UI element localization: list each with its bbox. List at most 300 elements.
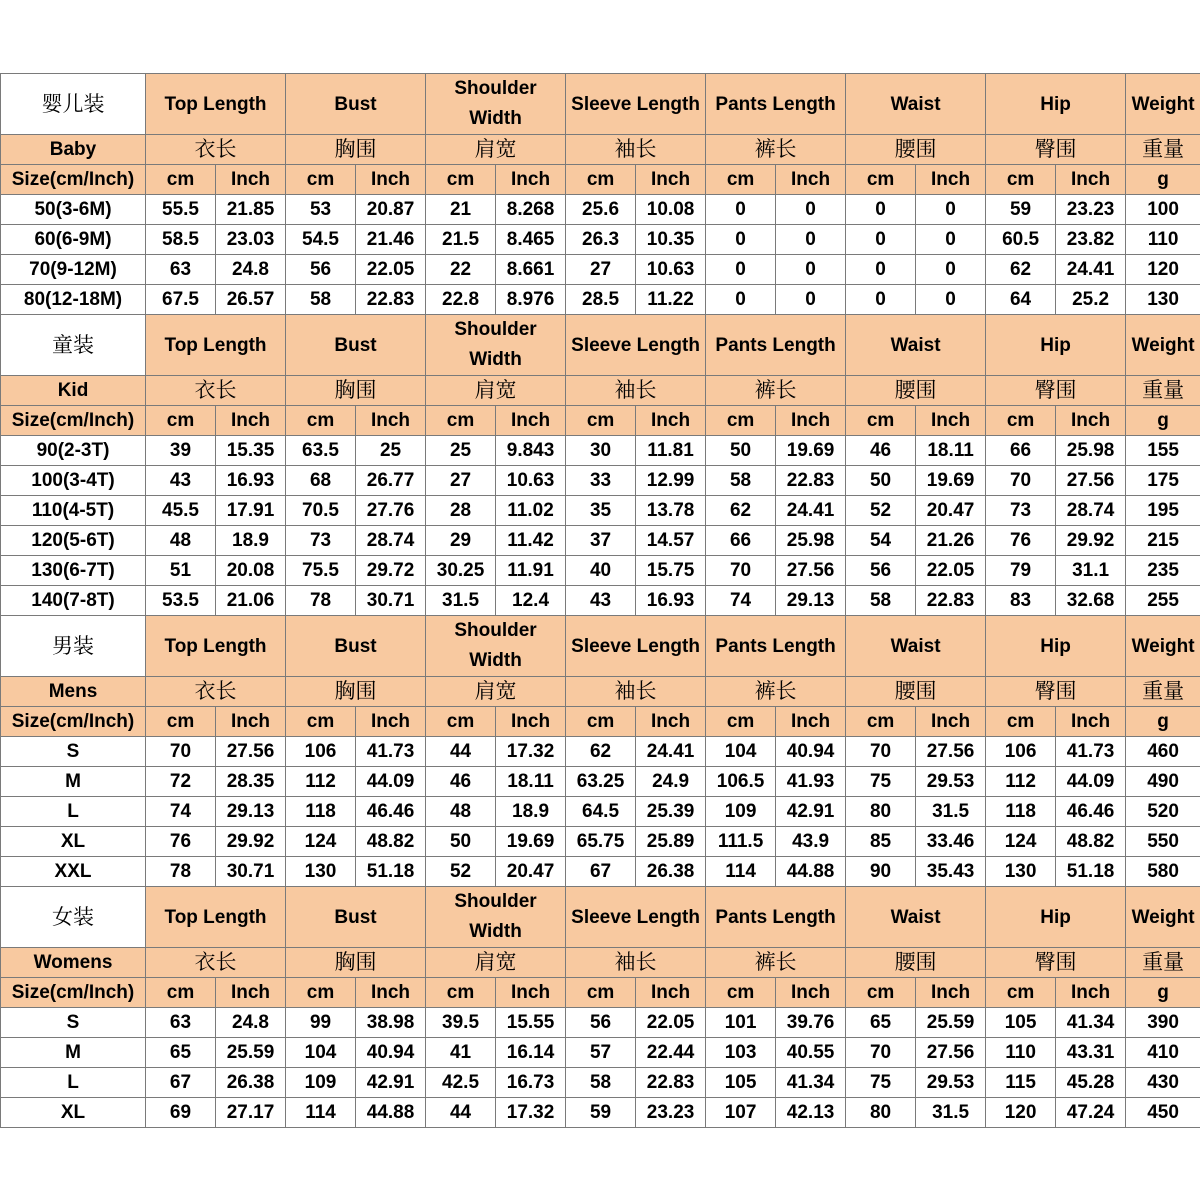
value-cell: 111.5 (706, 827, 776, 857)
value-cell: 56 (286, 255, 356, 285)
value-cell: 18.9 (496, 797, 566, 827)
value-cell: 41.73 (1056, 737, 1126, 767)
unit-row (1, 707, 1200, 737)
value-cell: 48 (426, 797, 496, 827)
size-unit-label: Size(cm/Inch) (1, 406, 146, 436)
value-cell: 11.22 (636, 285, 706, 315)
value-cell: 25.39 (636, 797, 706, 827)
unit-inch: Inch (776, 978, 846, 1008)
value-cell: 21.5 (426, 225, 496, 255)
unit-cm: cm (986, 406, 1056, 436)
value-cell: 33 (566, 466, 636, 496)
value-cell: 25 (356, 436, 426, 466)
value-cell: 31.5 (426, 586, 496, 616)
value-cell: 16.93 (636, 586, 706, 616)
value-cell: 30.71 (216, 857, 286, 887)
column-header-weight: Weight (1126, 315, 1200, 376)
unit-inch: Inch (916, 406, 986, 436)
unit-cm: cm (566, 707, 636, 737)
column-header-cn-sleeve-length: 袖长 (566, 135, 706, 165)
value-cell: 21.46 (356, 225, 426, 255)
value-cell: 39.76 (776, 1008, 846, 1038)
value-cell: 66 (986, 436, 1056, 466)
value-cell: 74 (706, 586, 776, 616)
column-header-shoulder-width: Shoulder Width (426, 74, 566, 135)
column-header-waist: Waist (846, 887, 986, 948)
value-cell: 70 (986, 466, 1056, 496)
value-cell: 46.46 (356, 797, 426, 827)
value-cell: 16.93 (216, 466, 286, 496)
unit-cm: cm (706, 707, 776, 737)
unit-cm: cm (146, 707, 216, 737)
size-label-cell: 120(5-6T) (1, 526, 146, 556)
value-cell: 26.57 (216, 285, 286, 315)
value-cell: 9.843 (496, 436, 566, 466)
column-header-hip: Hip (986, 616, 1126, 677)
column-header-cn-bust: 胸围 (286, 948, 426, 978)
value-cell: 52 (426, 857, 496, 887)
column-header-cn-shoulder-width: 肩宽 (426, 376, 566, 406)
value-cell: 58 (286, 285, 356, 315)
section-label: Mens (1, 677, 146, 707)
value-cell: 24.41 (1056, 255, 1126, 285)
value-cell: 18.11 (496, 767, 566, 797)
size-label-cell: S (1, 737, 146, 767)
column-header-waist: Waist (846, 315, 986, 376)
value-cell: 235 (1126, 556, 1200, 586)
unit-inch: Inch (496, 978, 566, 1008)
column-header-cn-weight: 重量 (1126, 135, 1200, 165)
value-cell: 22.05 (916, 556, 986, 586)
column-header-cn-pants-length: 裤长 (706, 948, 846, 978)
value-cell: 65.75 (566, 827, 636, 857)
unit-row (1, 978, 1200, 1008)
column-header-top-length: Top Length (146, 74, 286, 135)
value-cell: 100 (1126, 195, 1200, 225)
unit-cm: cm (146, 165, 216, 195)
value-cell: 24.9 (636, 767, 706, 797)
value-cell: 78 (286, 586, 356, 616)
unit-inch: Inch (216, 165, 286, 195)
size-label-cell: XXL (1, 857, 146, 887)
value-cell: 17.32 (496, 737, 566, 767)
value-cell: 40.94 (776, 737, 846, 767)
value-cell: 22.44 (636, 1038, 706, 1068)
value-cell: 16.14 (496, 1038, 566, 1068)
unit-inch: Inch (356, 707, 426, 737)
value-cell: 31.1 (1056, 556, 1126, 586)
section-label: Womens (1, 948, 146, 978)
value-cell: 0 (916, 255, 986, 285)
value-cell: 110 (1126, 225, 1200, 255)
column-header-waist: Waist (846, 74, 986, 135)
value-cell: 124 (986, 827, 1056, 857)
value-cell: 21 (426, 195, 496, 225)
unit-cm: cm (986, 978, 1056, 1008)
column-header-bust: Bust (286, 616, 426, 677)
value-cell: 64.5 (566, 797, 636, 827)
value-cell: 0 (846, 195, 916, 225)
table-row (1, 255, 1200, 285)
value-cell: 44.88 (356, 1098, 426, 1128)
value-cell: 43.31 (1056, 1038, 1126, 1068)
value-cell: 17.91 (216, 496, 286, 526)
column-header-weight: Weight (1126, 887, 1200, 948)
value-cell: 13.78 (636, 496, 706, 526)
column-header-sleeve-length: Sleeve Length (566, 887, 706, 948)
unit-cm: cm (846, 707, 916, 737)
column-header-cn-hip: 臀围 (986, 376, 1126, 406)
unit-cm: cm (286, 406, 356, 436)
value-cell: 0 (706, 225, 776, 255)
value-cell: 48.82 (1056, 827, 1126, 857)
value-cell: 67.5 (146, 285, 216, 315)
size-label-cell: S (1, 1008, 146, 1038)
value-cell: 20.87 (356, 195, 426, 225)
value-cell: 80 (846, 1098, 916, 1128)
value-cell: 79 (986, 556, 1056, 586)
value-cell: 10.35 (636, 225, 706, 255)
table-row (1, 466, 1200, 496)
value-cell: 76 (986, 526, 1056, 556)
size-label-cell: XL (1, 827, 146, 857)
value-cell: 39.5 (426, 1008, 496, 1038)
column-header-cn-top-length: 衣长 (146, 677, 286, 707)
value-cell: 28.74 (1056, 496, 1126, 526)
value-cell: 66 (706, 526, 776, 556)
value-cell: 8.465 (496, 225, 566, 255)
section-title: 婴儿装 (1, 74, 146, 135)
value-cell: 0 (776, 285, 846, 315)
value-cell: 8.661 (496, 255, 566, 285)
table-row (1, 857, 1200, 887)
unit-inch: Inch (496, 406, 566, 436)
value-cell: 26.38 (636, 857, 706, 887)
value-cell: 42.13 (776, 1098, 846, 1128)
value-cell: 35 (566, 496, 636, 526)
section-title: 男装 (1, 616, 146, 677)
value-cell: 60.5 (986, 225, 1056, 255)
value-cell: 15.55 (496, 1008, 566, 1038)
value-cell: 106 (986, 737, 1056, 767)
value-cell: 70 (846, 1038, 916, 1068)
column-header-cn-hip: 臀围 (986, 677, 1126, 707)
unit-inch: Inch (1056, 165, 1126, 195)
value-cell: 20.47 (496, 857, 566, 887)
column-header-hip: Hip (986, 887, 1126, 948)
unit-inch: Inch (916, 165, 986, 195)
value-cell: 31.5 (916, 797, 986, 827)
unit-cm: cm (986, 165, 1056, 195)
unit-cm: cm (286, 707, 356, 737)
value-cell: 23.23 (1056, 195, 1126, 225)
value-cell: 54 (846, 526, 916, 556)
value-cell: 18.9 (216, 526, 286, 556)
value-cell: 27.56 (916, 1038, 986, 1068)
value-cell: 27 (566, 255, 636, 285)
size-unit-label: Size(cm/Inch) (1, 165, 146, 195)
value-cell: 80 (846, 797, 916, 827)
value-cell: 30 (566, 436, 636, 466)
unit-gram: g (1126, 165, 1200, 195)
value-cell: 67 (566, 857, 636, 887)
size-label-cell: M (1, 767, 146, 797)
value-cell: 0 (706, 255, 776, 285)
value-cell: 43 (146, 466, 216, 496)
value-cell: 42.91 (776, 797, 846, 827)
unit-cm: cm (846, 406, 916, 436)
value-cell: 57 (566, 1038, 636, 1068)
value-cell: 70 (146, 737, 216, 767)
size-label-cell: 50(3-6M) (1, 195, 146, 225)
value-cell: 450 (1126, 1098, 1200, 1128)
value-cell: 58 (846, 586, 916, 616)
value-cell: 54.5 (286, 225, 356, 255)
table-row (1, 1038, 1200, 1068)
value-cell: 24.8 (216, 255, 286, 285)
column-header-cn-shoulder-width: 肩宽 (426, 135, 566, 165)
value-cell: 19.69 (916, 466, 986, 496)
value-cell: 103 (706, 1038, 776, 1068)
column-header-cn-shoulder-width: 肩宽 (426, 677, 566, 707)
value-cell: 22.8 (426, 285, 496, 315)
value-cell: 32.68 (1056, 586, 1126, 616)
unit-cm: cm (846, 165, 916, 195)
value-cell: 74 (146, 797, 216, 827)
unit-inch: Inch (776, 707, 846, 737)
value-cell: 25.2 (1056, 285, 1126, 315)
table-row (1, 1068, 1200, 1098)
value-cell: 41.73 (356, 737, 426, 767)
value-cell: 390 (1126, 1008, 1200, 1038)
unit-cm: cm (706, 165, 776, 195)
unit-cm: cm (286, 978, 356, 1008)
value-cell: 56 (566, 1008, 636, 1038)
column-header-top-length: Top Length (146, 616, 286, 677)
value-cell: 21.85 (216, 195, 286, 225)
unit-inch: Inch (916, 707, 986, 737)
size-label-cell: L (1, 1068, 146, 1098)
value-cell: 26.3 (566, 225, 636, 255)
column-header-shoulder-width: Shoulder Width (426, 887, 566, 948)
value-cell: 255 (1126, 586, 1200, 616)
size-unit-label: Size(cm/Inch) (1, 707, 146, 737)
value-cell: 23.03 (216, 225, 286, 255)
column-header-cn-waist: 腰围 (846, 677, 986, 707)
value-cell: 41.93 (776, 767, 846, 797)
unit-inch: Inch (356, 406, 426, 436)
value-cell: 0 (706, 195, 776, 225)
value-cell: 101 (706, 1008, 776, 1038)
value-cell: 56 (846, 556, 916, 586)
column-header-pants-length: Pants Length (706, 616, 846, 677)
table-row (1, 225, 1200, 255)
column-header-cn-top-length: 衣长 (146, 948, 286, 978)
unit-inch: Inch (216, 406, 286, 436)
value-cell: 47.24 (1056, 1098, 1126, 1128)
value-cell: 53.5 (146, 586, 216, 616)
value-cell: 35.43 (916, 857, 986, 887)
column-header-cn-bust: 胸围 (286, 376, 426, 406)
value-cell: 215 (1126, 526, 1200, 556)
value-cell: 0 (916, 285, 986, 315)
value-cell: 10.63 (636, 255, 706, 285)
value-cell: 72 (146, 767, 216, 797)
value-cell: 44 (426, 737, 496, 767)
value-cell: 27.56 (216, 737, 286, 767)
value-cell: 25.59 (916, 1008, 986, 1038)
value-cell: 25 (426, 436, 496, 466)
value-cell: 22.83 (776, 466, 846, 496)
unit-inch: Inch (916, 978, 986, 1008)
value-cell: 16.73 (496, 1068, 566, 1098)
table-row (1, 797, 1200, 827)
column-header-top-length: Top Length (146, 315, 286, 376)
value-cell: 11.81 (636, 436, 706, 466)
size-label-cell: 110(4-5T) (1, 496, 146, 526)
value-cell: 28 (426, 496, 496, 526)
value-cell: 45.28 (1056, 1068, 1126, 1098)
unit-gram: g (1126, 707, 1200, 737)
value-cell: 0 (776, 195, 846, 225)
value-cell: 15.75 (636, 556, 706, 586)
value-cell: 550 (1126, 827, 1200, 857)
value-cell: 31.5 (916, 1098, 986, 1128)
value-cell: 120 (986, 1098, 1056, 1128)
value-cell: 24.41 (636, 737, 706, 767)
unit-inch: Inch (356, 978, 426, 1008)
value-cell: 38.98 (356, 1008, 426, 1038)
value-cell: 22.83 (356, 285, 426, 315)
value-cell: 460 (1126, 737, 1200, 767)
column-header-cn-waist: 腰围 (846, 376, 986, 406)
value-cell: 175 (1126, 466, 1200, 496)
value-cell: 24.41 (776, 496, 846, 526)
value-cell: 99 (286, 1008, 356, 1038)
value-cell: 20.08 (216, 556, 286, 586)
column-header-hip: Hip (986, 315, 1126, 376)
value-cell: 33.46 (916, 827, 986, 857)
column-header-bust: Bust (286, 74, 426, 135)
size-unit-label: Size(cm/Inch) (1, 978, 146, 1008)
chinese-header-row (1, 376, 1200, 406)
unit-inch: Inch (1056, 406, 1126, 436)
column-header-cn-sleeve-length: 袖长 (566, 948, 706, 978)
value-cell: 43.9 (776, 827, 846, 857)
value-cell: 0 (916, 195, 986, 225)
value-cell: 44.88 (776, 857, 846, 887)
unit-cm: cm (566, 978, 636, 1008)
table-row (1, 1008, 1200, 1038)
unit-inch: Inch (356, 165, 426, 195)
value-cell: 0 (776, 255, 846, 285)
value-cell: 26.77 (356, 466, 426, 496)
unit-inch: Inch (496, 707, 566, 737)
value-cell: 8.268 (496, 195, 566, 225)
value-cell: 22.05 (636, 1008, 706, 1038)
column-header-pants-length: Pants Length (706, 887, 846, 948)
unit-cm: cm (706, 978, 776, 1008)
value-cell: 22.05 (356, 255, 426, 285)
value-cell: 22.83 (636, 1068, 706, 1098)
value-cell: 28.5 (566, 285, 636, 315)
value-cell: 410 (1126, 1038, 1200, 1068)
column-header-cn-waist: 腰围 (846, 948, 986, 978)
value-cell: 19.69 (496, 827, 566, 857)
value-cell: 11.91 (496, 556, 566, 586)
value-cell: 44.09 (1056, 767, 1126, 797)
value-cell: 27.56 (776, 556, 846, 586)
column-header-cn-hip: 臀围 (986, 948, 1126, 978)
unit-cm: cm (146, 406, 216, 436)
size-label-cell: 60(6-9M) (1, 225, 146, 255)
column-header-weight: Weight (1126, 74, 1200, 135)
table-row (1, 195, 1200, 225)
value-cell: 23.23 (636, 1098, 706, 1128)
value-cell: 21.26 (916, 526, 986, 556)
value-cell: 73 (286, 526, 356, 556)
table-row (1, 737, 1200, 767)
value-cell: 28.74 (356, 526, 426, 556)
value-cell: 17.32 (496, 1098, 566, 1128)
value-cell: 42.91 (356, 1068, 426, 1098)
value-cell: 45.5 (146, 496, 216, 526)
value-cell: 23.82 (1056, 225, 1126, 255)
value-cell: 120 (1126, 255, 1200, 285)
column-header-shoulder-width: Shoulder Width (426, 315, 566, 376)
value-cell: 58.5 (146, 225, 216, 255)
column-header-waist: Waist (846, 616, 986, 677)
value-cell: 44.09 (356, 767, 426, 797)
value-cell: 12.99 (636, 466, 706, 496)
value-cell: 62 (706, 496, 776, 526)
value-cell: 48 (146, 526, 216, 556)
value-cell: 48.82 (356, 827, 426, 857)
value-cell: 109 (706, 797, 776, 827)
value-cell: 114 (706, 857, 776, 887)
value-cell: 130 (1126, 285, 1200, 315)
column-header-bust: Bust (286, 315, 426, 376)
column-header-cn-top-length: 衣长 (146, 376, 286, 406)
value-cell: 75 (846, 767, 916, 797)
size-chart-table (0, 73, 1200, 1128)
table-row (1, 526, 1200, 556)
column-header-cn-sleeve-length: 袖长 (566, 677, 706, 707)
value-cell: 37 (566, 526, 636, 556)
value-cell: 19.69 (776, 436, 846, 466)
unit-cm: cm (426, 978, 496, 1008)
value-cell: 51.18 (356, 857, 426, 887)
value-cell: 105 (706, 1068, 776, 1098)
column-header-top-length: Top Length (146, 887, 286, 948)
value-cell: 52 (846, 496, 916, 526)
unit-inch: Inch (776, 406, 846, 436)
value-cell: 70 (706, 556, 776, 586)
unit-gram: g (1126, 978, 1200, 1008)
size-label-cell: XL (1, 1098, 146, 1128)
section-title: 童装 (1, 315, 146, 376)
value-cell: 43 (566, 586, 636, 616)
value-cell: 46.46 (1056, 797, 1126, 827)
value-cell: 58 (566, 1068, 636, 1098)
value-cell: 58 (706, 466, 776, 496)
unit-cm: cm (146, 978, 216, 1008)
value-cell: 50 (706, 436, 776, 466)
value-cell: 69 (146, 1098, 216, 1128)
section-title: 女装 (1, 887, 146, 948)
value-cell: 130 (986, 857, 1056, 887)
value-cell: 26.38 (216, 1068, 286, 1098)
